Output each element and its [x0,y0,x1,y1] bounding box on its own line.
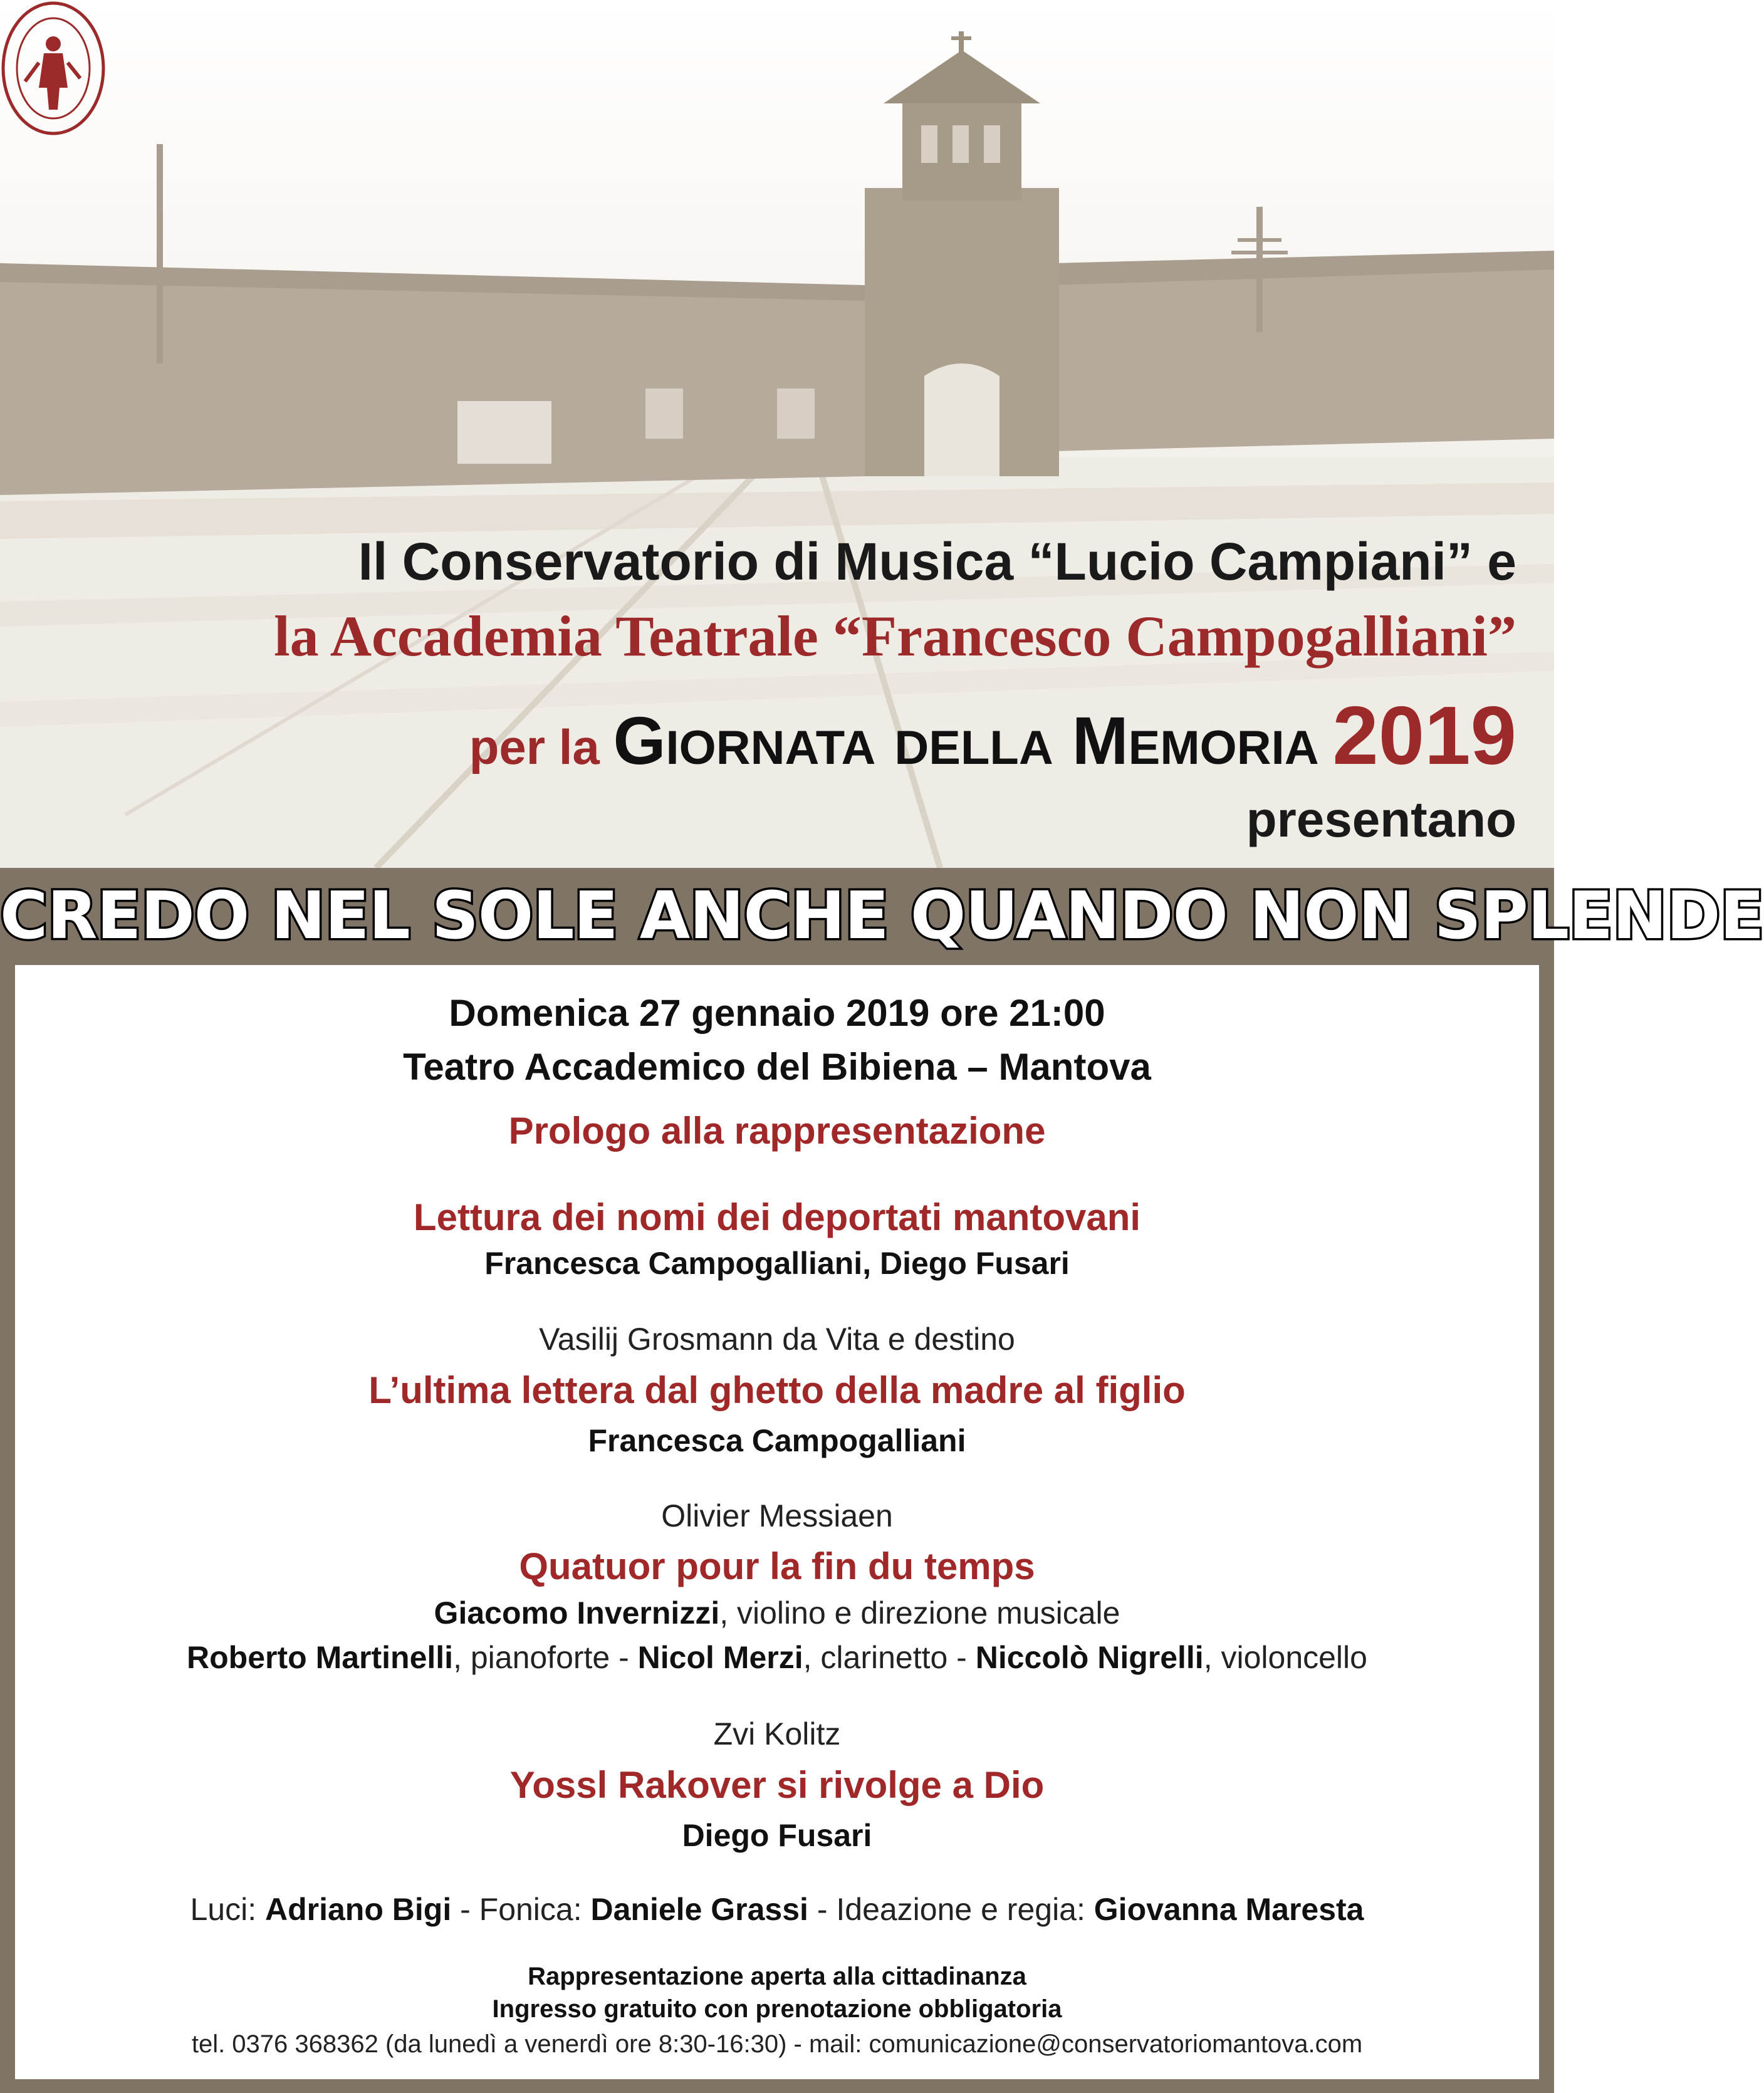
organizer-academy: la Accademia Teatrale “Francesco Campogalliani” [274,604,1516,668]
credit-label: - Fonica: [451,1892,591,1927]
credit-name: Giovanna Maresta [1093,1892,1364,1927]
credit-label: - Ideazione e regia: [808,1892,1094,1927]
footer-entry: Ingresso gratuito con prenotazione obbligatoria [492,1995,1062,2023]
event-occasion [469,688,1516,783]
frame-bottom [0,2079,1554,2093]
quartet-composer: Olivier Messiaen [661,1498,893,1533]
performer-role: , clarinetto - [803,1640,976,1675]
performer-role: , violino e direzione musicale [719,1595,1120,1631]
yossl-performer: Diego Fusari [682,1818,872,1853]
footer-contact: tel. 0376 368362 (da lunedì a venerdì ore 8:30-16:30) - mail: comunicazione@conservatoriomantova.com [191,2030,1363,2058]
frame-right [1539,965,1554,2093]
performer-name: Nicol Merzi [637,1640,803,1675]
credit-label: Luci: [190,1892,265,1927]
header-photo [0,0,1554,868]
occasion-prefix: per la [469,719,600,775]
performer-name: Niccolò Nigrelli [975,1640,1204,1675]
quartet-lead [15,1595,1539,1631]
performer-name: Roberto Martinelli [187,1640,454,1675]
performer-role: , pianoforte - [453,1640,638,1675]
letter-source: Vasilij Grosmann da Vita e destino [539,1322,1015,1357]
yossl-author: Zvi Kolitz [713,1716,841,1751]
yossl-title: Yossl Rakover si rivolge a Dio [509,1764,1045,1806]
reading-title: Lettura dei nomi dei deportati mantovani [413,1196,1141,1238]
letter-title: L’ultima lettera dal ghetto della madre al figlio [368,1369,1186,1411]
seal-icon [0,0,107,137]
letter-performer: Francesca Campogalliani [588,1423,966,1458]
reading-performers: Francesca Campogalliani, Diego Fusari [484,1246,1070,1281]
program-panel [15,965,1539,2079]
quartet-title: Quatuor pour la fin du temps [519,1545,1035,1587]
performer-name: Giacomo Invernizzi [434,1595,720,1631]
presents-label: presentano [1246,791,1516,847]
credits [15,1891,1539,1928]
event-date: Domenica 27 gennaio 2019 ore 21:00 [449,992,1105,1034]
organizer-conservatory: Il Conservatorio di Musica “Lucio Campiani” e [358,532,1516,591]
performer-role: , violoncello [1203,1640,1367,1675]
occasion-year: 2019 [1332,689,1516,781]
quartet-players [15,1639,1539,1676]
show-title: CREDO NEL SOLE ANCHE QUANDO NON SPLENDE [0,877,1764,954]
credit-name: Daniele Grassi [590,1892,808,1927]
credit-name: Adriano Bigi [265,1892,452,1927]
prologue-heading: Prologo alla rappresentazione [508,1110,1046,1152]
occasion-name: Giornata della Memoria [613,702,1319,778]
footer-open: Rappresentazione aperta alla cittadinanza [528,1963,1026,1990]
event-venue: Teatro Accademico del Bibiena – Mantova [403,1046,1151,1088]
frame-left [0,965,15,2093]
